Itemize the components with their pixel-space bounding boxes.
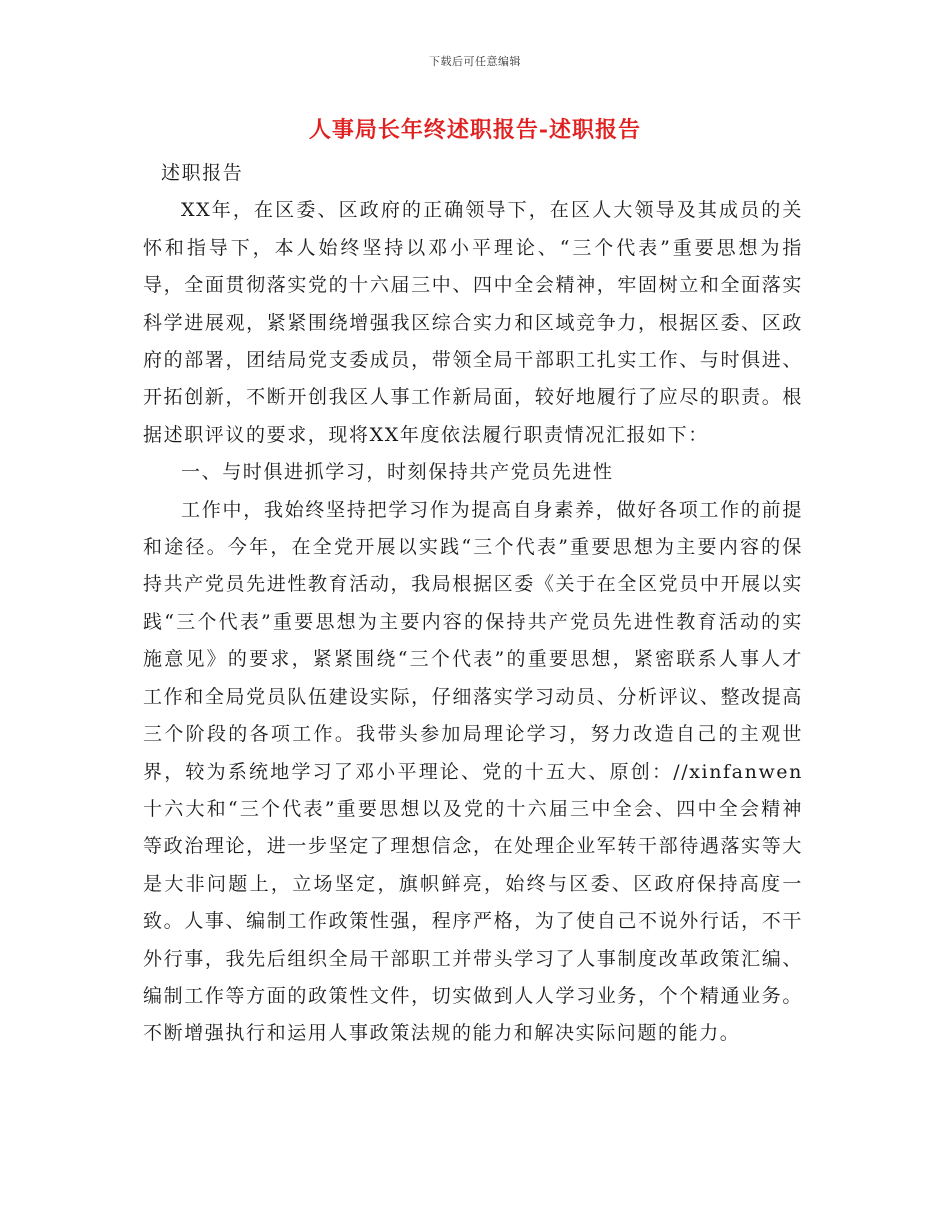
body-paragraph: 工作中，我始终坚持把学习作为提高自身素养，做好各项工作的前提和途径。今年，在全党开展以实践“三个代表”重要思想为主要内容的保持共产党员先进性教育活动，我局根据区委《关于在全区党员中开展以实践“三个代表”重要思想为主要内容的保持共产党员先进性教育活动的实施意见》的要求，紧紧围绕“三个代表”的重要思想，紧密联系人事人才工作和全局党员队伍建设实际，仔细落实学习动员、分析评议、整改提高三个阶段的各项工作。我带头参加局理论学习，努力改造自己的主观世界，较为系统地学习了邓小平理论、党的十五大、原创：//xinfanwen十六大和“三个代表”重要思想以及党的十六届三中全会、四中全会精神等政治理论，进一步坚定了理想信念，在处理企业军转干部待遇落实等大是大非问题上，立场坚定，旗帜鲜亮，始终与区委、区政府保持高度一致。人事、编制工作政策性强，程序严格，为了使自己不说外行话，不干外行事，我先后组织全局干部职工并带头学习了人事制度改革政策汇编、编制工作等方面的政策性文件，切实做到人人学习业务，个个精通业务。不断增强执行和运用人事政策法规的能力和解决实际问题的能力。 [143,498,803,1045]
header-note: 下载后可任意编辑 [429,55,521,68]
section-heading: 一、与时俱进抓学习，时刻保持共产党员先进性 [181,461,614,484]
document-body [143,155,803,1053]
document-title: 人事局长年终述职报告-述职报告 [308,117,642,143]
section-label: 述职报告 [161,162,244,184]
intro-paragraph: XX年，在区委、区政府的正确领导下，在区人大领导及其成员的关怀和指导下，本人始终坚持以邓小平理论、“三个代表”重要思想为指导，全面贯彻落实党的十六届三中、四中全会精神，牢固树立和全面落实科学进展观，紧紧围绕增强我区综合实力和区域竞争力，根据区委、区政府的部署，团结局党支委成员，带领全局干部职工扎实工作、与时俱进、开拓创新，不断开创我区人事工作新局面，较好地履行了应尽的职责。根据述职评议的要求，现将XX年度依法履行职责情况汇报如下： [143,199,803,446]
